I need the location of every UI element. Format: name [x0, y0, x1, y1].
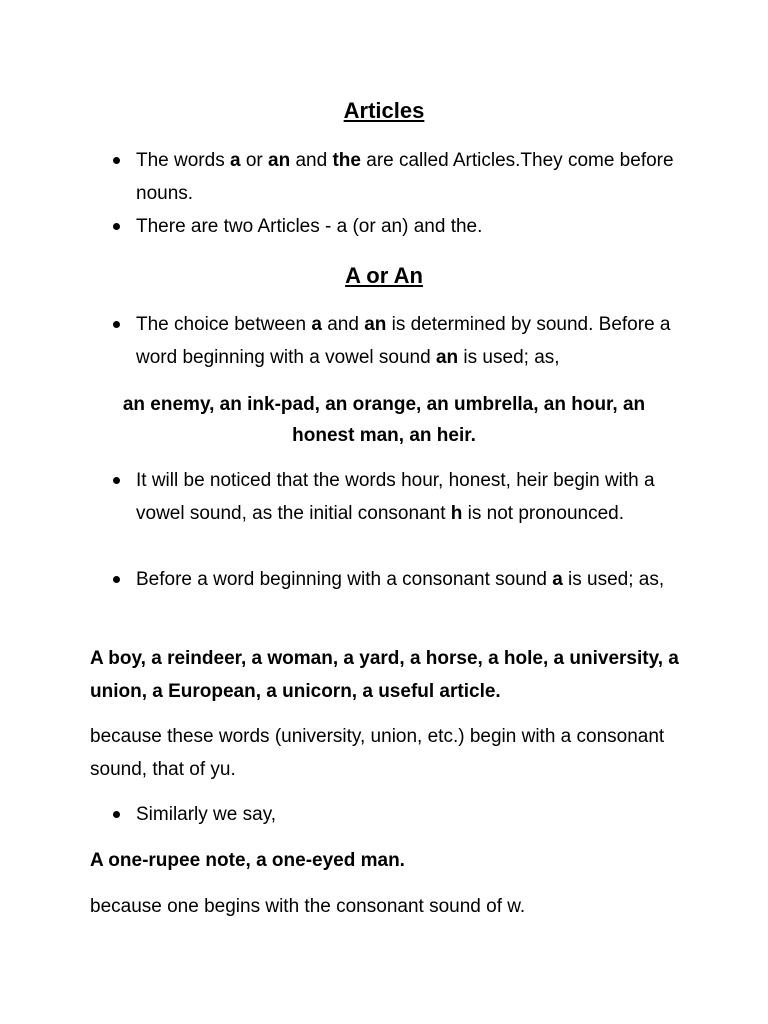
bullet-text: Similarly we say, — [136, 804, 277, 825]
examples-an: an enemy, an ink-pad, an orange, an umbrella, an hour, an honest man, an heir. — [122, 394, 646, 446]
bullet-icon — [113, 811, 120, 818]
bullet-text: The words a or an and the are called Articles.They come before nouns. — [136, 150, 674, 204]
bullet-icon — [113, 321, 120, 328]
bullet-text: The choice between a and an is determined by sound. Before a word beginning with a vowel sound an is used; as, — [136, 314, 671, 368]
bullet-icon — [113, 477, 120, 484]
bullet-item-similarly — [113, 798, 693, 831]
examples-a: A boy, a reindeer, a woman, a yard, a horse, a hole, a university, a union, a European, a unicorn, a useful article. — [90, 648, 679, 702]
heading-a-or-an: A or An — [345, 263, 423, 288]
bullet-item-choice-by-sound — [113, 308, 693, 374]
heading-articles: Articles — [343, 98, 425, 123]
examples-one: A one-rupee note, a one-eyed man. — [90, 850, 405, 871]
paragraph-w-sound: because one begins with the consonant sound of w. — [90, 896, 526, 917]
bullet-icon — [113, 223, 120, 230]
paragraph-yu-sound: because these words (university, union, etc.) begin with a consonant sound, that of yu. — [90, 726, 665, 780]
bullet-icon — [113, 157, 120, 164]
bullet-text: It will be noticed that the words hour, honest, heir begin with a vowel sound, as the initial consonant h is not pronounced. — [136, 470, 655, 524]
bullet-icon — [113, 576, 120, 583]
bullet-item-silent-h — [113, 464, 693, 530]
bullet-item-consonant-sound — [113, 563, 693, 596]
bullet-text: Before a word beginning with a consonant sound a is used; as, — [136, 569, 665, 590]
bullet-text: There are two Articles - a (or an) and the. — [136, 216, 483, 237]
bullet-item-two-articles — [113, 210, 693, 243]
bullet-item-articles-definition — [113, 144, 693, 210]
